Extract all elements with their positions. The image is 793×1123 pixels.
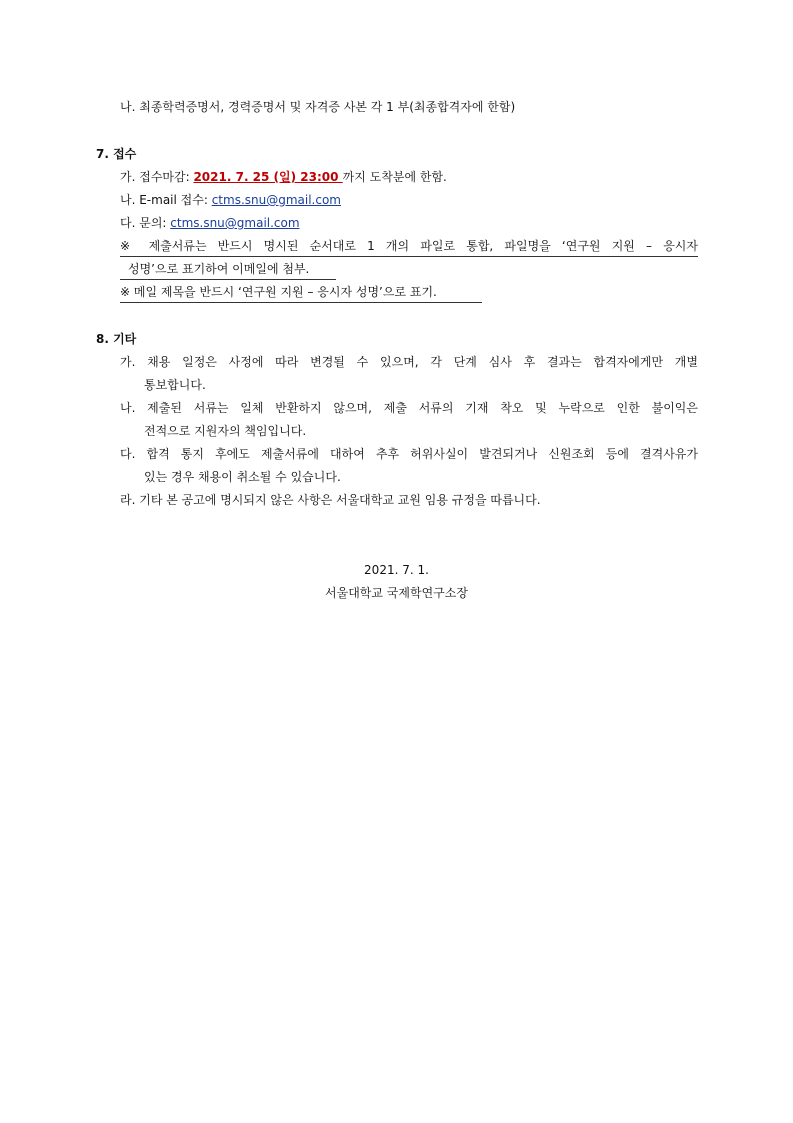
- item-da-cancel-line2: 있는 경우 채용이 취소될 수 있습니다.: [144, 470, 341, 484]
- item-na-documents: 나. 최종학력증명서, 경력증명서 및 자격증 사본 각 1 부(최종합격자에 한함): [120, 100, 516, 114]
- section-8-heading: 8. 기타: [96, 332, 137, 346]
- item-ga-schedule-line1: 가. 채용 일정은 사정에 따라 변경될 수 있으며, 각 단계 심사 후 결과는 합격자에게만 개별: [120, 355, 698, 369]
- inquiry-label: 다. 문의:: [120, 216, 171, 230]
- inquiry-email-link[interactable]: ctms.snu@gmail.com: [170, 216, 300, 230]
- footer-date: 2021. 7. 1.: [364, 563, 429, 577]
- note-file-merge-line1: ※ 제출서류는 반드시 명시된 순서대로 1 개의 파일로 통합, 파일명을 ‘연구원 지원 – 응시자: [120, 239, 698, 253]
- note-file-merge-line2: 성명’으로 표기하여 이메일에 첨부.: [128, 262, 310, 276]
- note-underline: [120, 279, 336, 280]
- note-mail-subject: ※ 메일 제목을 반드시 ‘연구원 지원 – 응시자 성명’으로 표기.: [120, 285, 437, 299]
- email-link[interactable]: ctms.snu@gmail.com: [211, 193, 341, 207]
- note-underline: [120, 256, 698, 257]
- item-na-return-line1: 나. 제출된 서류는 일체 반환하지 않으며, 제출 서류의 기재 착오 및 누락으로 인한 불이익은: [120, 401, 698, 415]
- item-ga-schedule-line2: 통보합니다.: [144, 378, 206, 392]
- deadline-label: 가. 접수마감:: [120, 170, 194, 184]
- item-da-cancel-line1: 다. 합격 통지 후에도 제출서류에 대하여 추후 허위사실이 발견되거나 신원조회 등에 결격사유가: [120, 447, 698, 461]
- item-ra-regulation: 라. 기타 본 공고에 명시되지 않은 사항은 서울대학교 교원 임용 규정을 따릅니다.: [120, 493, 541, 507]
- deadline-date: 2021. 7. 25 (일) 23:00: [193, 170, 343, 184]
- item-na-return-line2: 전적으로 지원자의 책임입니다.: [144, 424, 307, 438]
- item-ga-deadline: [120, 169, 447, 185]
- deadline-suffix: 까지 도착분에 한함.: [342, 170, 447, 184]
- section-7-heading: 7. 접수: [96, 147, 137, 161]
- item-na-email: [120, 192, 341, 208]
- note-underline: [120, 302, 482, 303]
- footer-signature: 서울대학교 국제학연구소장: [325, 586, 468, 600]
- item-da-inquiry: [120, 215, 300, 231]
- email-label: 나. E-mail 접수:: [120, 193, 212, 207]
